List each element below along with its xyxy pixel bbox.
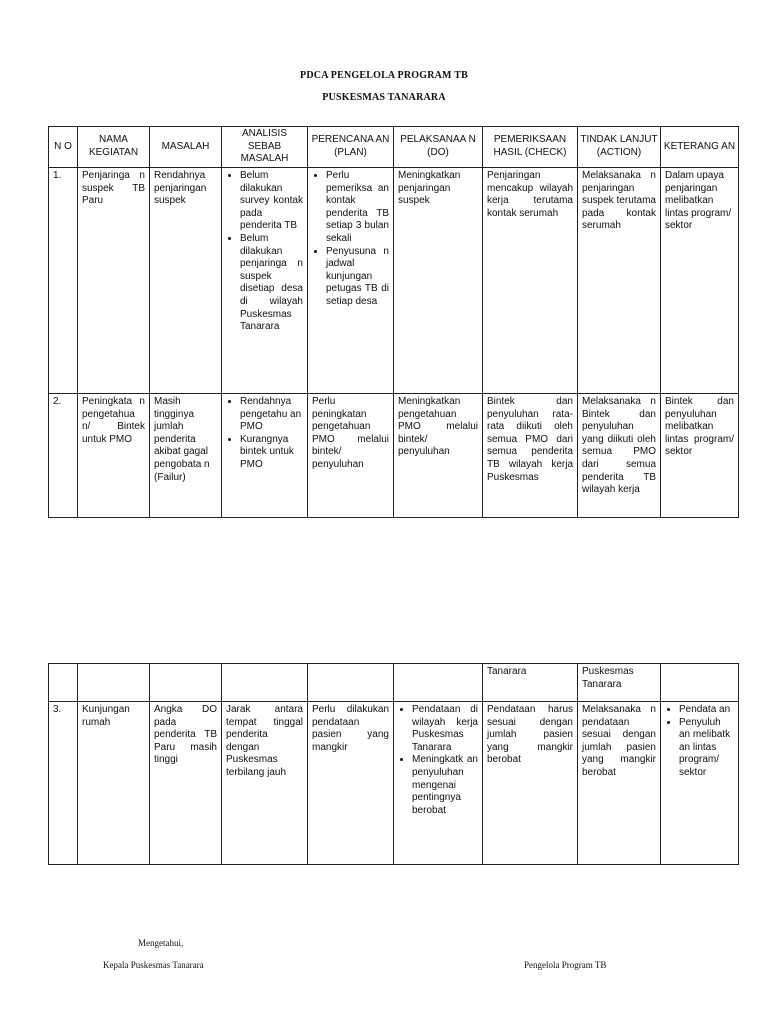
cell-pemeriksaan: Penjaringan mencakup wilayah kerja terutama kontak serumah bbox=[483, 168, 578, 394]
list-item: • Belum dilakukan survey kontak pada penderita TB bbox=[240, 170, 303, 233]
list-item: • Meningkatk an penyuluhan mengenai pentingnya berobat bbox=[412, 754, 478, 817]
header-nama-kegiatan: NAMA KEGIATAN bbox=[78, 127, 150, 168]
cell-pelaksanaan bbox=[394, 702, 483, 865]
cell-perencanaan: Perlu peningkatan pengetahuan PMO melalui bintek/ penyuluhan bbox=[308, 394, 394, 518]
signature-mengetahui: Mengetahui, bbox=[138, 938, 184, 948]
cell-pelaksanaan: Meningkatkan penjaringan suspek bbox=[394, 168, 483, 394]
cell-nama: Kunjungan rumah bbox=[78, 702, 150, 865]
document-subtitle: PUSKESMAS TANARARA bbox=[322, 92, 446, 103]
cell-analisis bbox=[222, 168, 308, 394]
header-pemeriksaan: PEMERIKSAAN HASIL (CHECK) bbox=[483, 127, 578, 168]
cell-empty bbox=[78, 664, 150, 702]
cell-masalah: Masih tingginya jumlah penderita akibat gagal pengobata n (Failur) bbox=[150, 394, 222, 518]
list-item: • Penyuluh an melibatk an lintas program/ sektor bbox=[679, 717, 734, 780]
cell-analisis bbox=[222, 394, 308, 518]
cell-nama: Peningkata n pengetahua n/ Bintek untuk PMO bbox=[78, 394, 150, 518]
cell-empty bbox=[308, 664, 394, 702]
cell-no: 3. bbox=[49, 702, 78, 865]
table-header-row bbox=[49, 127, 739, 168]
table-row bbox=[49, 168, 739, 394]
table-row bbox=[49, 394, 739, 518]
header-tindak-lanjut: TINDAK LANJUT (ACTION) bbox=[578, 127, 661, 168]
list-item: • Belum dilakukan penjaringa n suspek disetiap desa di wilayah Puskesmas Tanarara bbox=[240, 233, 303, 334]
pdca-table-continued bbox=[48, 663, 739, 865]
cell-keterangan: Bintek dan penyuluhan melibatkan lintas program/ sektor bbox=[661, 394, 739, 518]
list-item: • Rendahnya pengetahu an PMO bbox=[240, 396, 303, 434]
header-pelaksanaan: PELAKSANAA N (DO) bbox=[394, 127, 483, 168]
header-masalah: MASALAH bbox=[150, 127, 222, 168]
header-keterangan: KETERANG AN bbox=[661, 127, 739, 168]
cell-empty bbox=[661, 664, 739, 702]
header-analisis: ANALISIS SEBAB MASALAH bbox=[222, 127, 308, 168]
header-perencanaan: PERENCANA AN (PLAN) bbox=[308, 127, 394, 168]
pdca-table bbox=[48, 126, 739, 518]
cell-empty bbox=[394, 664, 483, 702]
list-item: • Kurangnya bintek untuk PMO bbox=[240, 434, 303, 472]
cell-nama: Penjaringa n suspek TB Paru bbox=[78, 168, 150, 394]
cell-tindak-lanjut: Puskesmas Tanarara bbox=[578, 664, 661, 702]
cell-tindak-lanjut: Melaksanaka n pendataan sesuai dengan jumlah pasien yang mangkir berobat bbox=[578, 702, 661, 865]
cell-pemeriksaan: Bintek dan penyuluhan rata-rata diikuti oleh semua PMO dari semua penderita TB wilayah kerja Puskesmas bbox=[483, 394, 578, 518]
cell-keterangan bbox=[661, 702, 739, 865]
cell-tindak-lanjut: Melaksanaka n Bintek dan penyuluhan yang diikuti oleh semua PMO dari semua penderita TB wilayah kerja bbox=[578, 394, 661, 518]
cell-no: 1. bbox=[49, 168, 78, 394]
list-item: • Pendata an bbox=[679, 704, 734, 717]
table-row-continuation bbox=[49, 664, 739, 702]
header-no: N O bbox=[49, 127, 78, 168]
cell-keterangan: Dalam upaya penjaringan melibatkan lintas program/ sektor bbox=[661, 168, 739, 394]
cell-pemeriksaan: Pendataan harus sesuai dengan jumlah pasien yang mangkir berobat bbox=[483, 702, 578, 865]
cell-masalah: Rendahnya penjaringan suspek bbox=[150, 168, 222, 394]
cell-empty bbox=[150, 664, 222, 702]
cell-no: 2. bbox=[49, 394, 78, 518]
list-item: • Penyusuna n jadwal kunjungan petugas TB di setiap desa bbox=[326, 246, 389, 309]
cell-analisis: Jarak antara tempat tinggal penderita dengan Puskesmas terbilang jauh bbox=[222, 702, 308, 865]
list-item: • Perlu pemeriksa an kontak penderita TB setiap 3 bulan sekali bbox=[326, 170, 389, 246]
list-item: • Pendataan di wilayah kerja Puskesmas Tanarara bbox=[412, 704, 478, 754]
document-title: PDCA PENGELOLA PROGRAM TB bbox=[300, 70, 468, 81]
cell-pemeriksaan: Tanarara bbox=[483, 664, 578, 702]
cell-tindak-lanjut: Melaksanaka n penjaringan suspek terutama pada kontak serumah bbox=[578, 168, 661, 394]
cell-perencanaan bbox=[308, 168, 394, 394]
table-row bbox=[49, 702, 739, 865]
cell-empty bbox=[222, 664, 308, 702]
signature-kepala-puskesmas: Kepala Puskesmas Tanarara bbox=[103, 960, 204, 970]
cell-masalah: Angka DO pada penderita TB Paru masih tinggi bbox=[150, 702, 222, 865]
cell-empty bbox=[49, 664, 78, 702]
cell-perencanaan: Perlu dilakukan pendataan pasien yang mangkir bbox=[308, 702, 394, 865]
signature-pengelola: Pengelola Program TB bbox=[524, 960, 607, 970]
cell-pelaksanaan: Meningkatkan pengetahuan PMO melalui bintek/ penyuluhan bbox=[394, 394, 483, 518]
